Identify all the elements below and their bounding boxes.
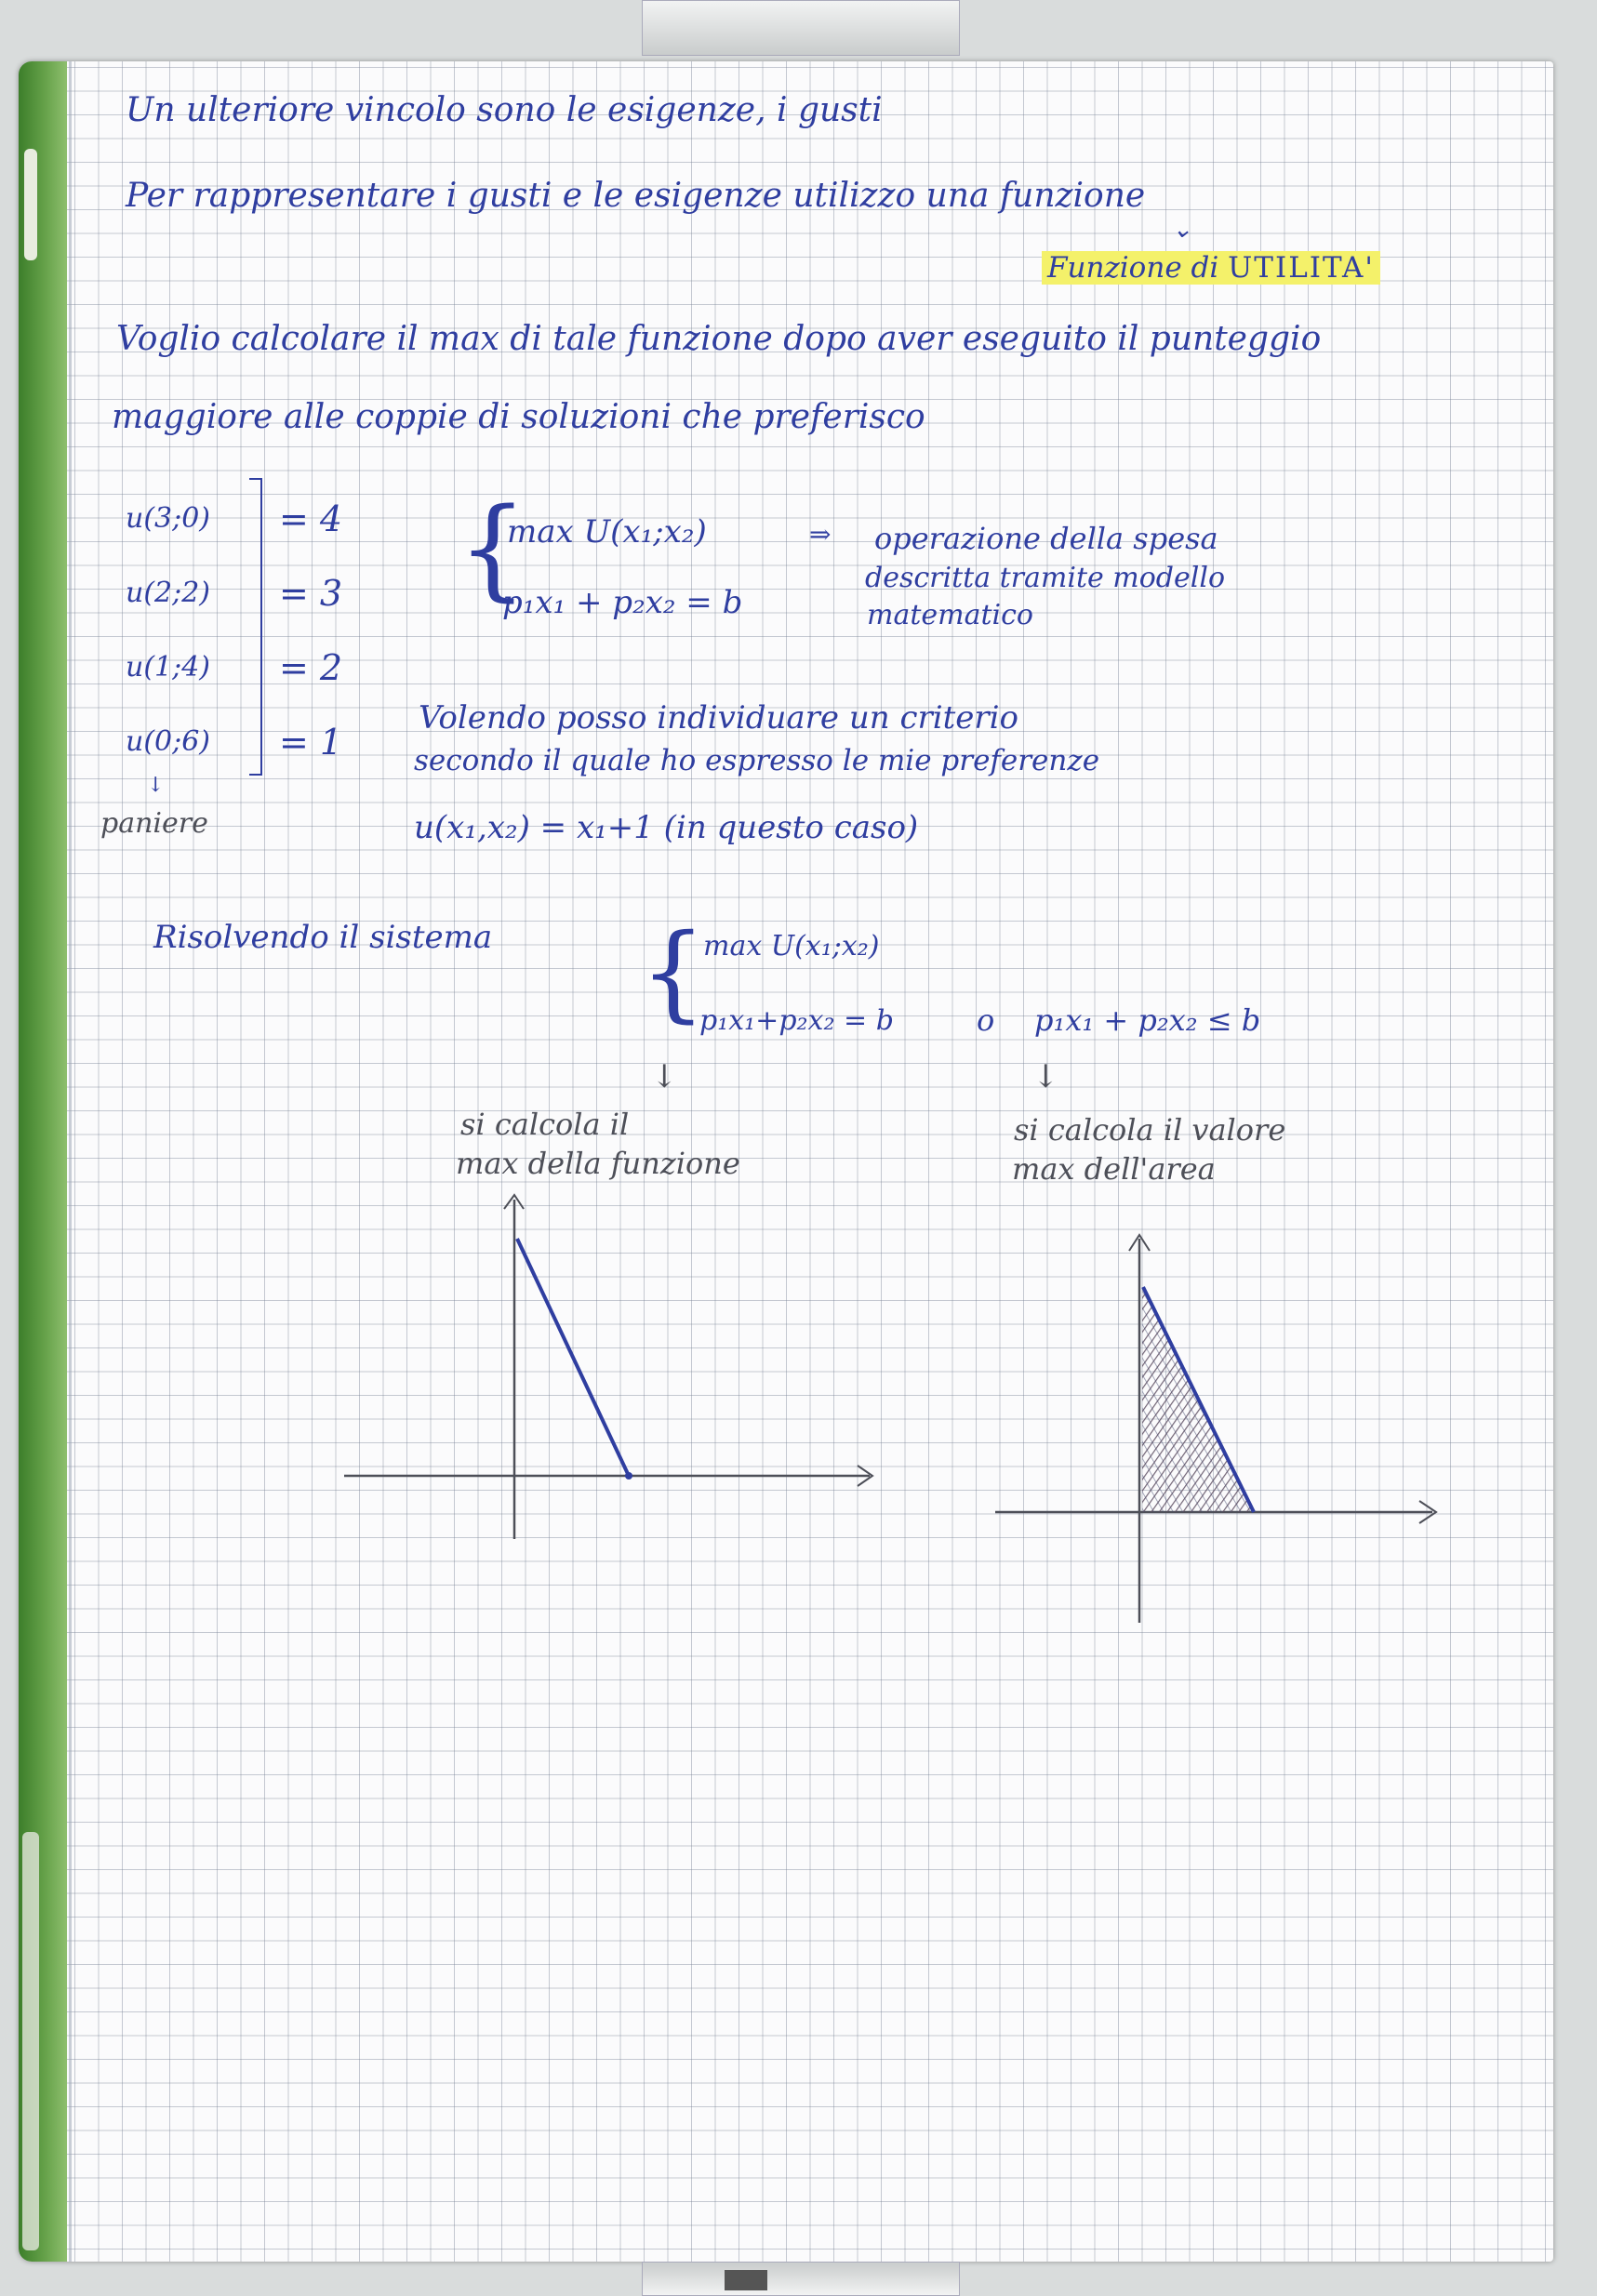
table-row-value: = 3: [279, 573, 343, 614]
system1-constraint: p₁x₁ + p₂x₂ = b: [502, 584, 743, 621]
left-caption-2: max della funzione: [456, 1146, 740, 1181]
system1-objective: max U(x₁;x₂): [507, 513, 707, 551]
text-line-4: maggiore alle coppie di soluzioni che preferisco: [112, 398, 925, 436]
utilita-label: UTILITA': [1228, 251, 1375, 285]
criterio-formula: u(x₁,x₂) = x₁+1 (in questo caso): [414, 809, 919, 846]
table-row-value: = 4: [279, 498, 343, 539]
funzione-arrow: ⌄: [1172, 216, 1192, 244]
right-caption-1: si calcola il valore: [1014, 1112, 1286, 1148]
left-caption-1: si calcola il: [460, 1107, 630, 1142]
system2-objective: max U(x₁;x₂): [703, 930, 880, 962]
table-row-value: = 1: [279, 722, 343, 763]
table-row-expr: u(1;4): [126, 651, 211, 683]
right-caption-arrow: ↓: [1032, 1058, 1059, 1095]
system1-desc-1: operazione della spesa: [874, 521, 1218, 556]
right-caption-2: max dell'area: [1012, 1151, 1216, 1187]
left-graph: [344, 1195, 872, 1539]
text-line-3: Voglio calcolare il max di tale funzione dopo aver eseguito il punteggio: [116, 320, 1322, 358]
system1-desc-2: descritta tramite modello: [865, 562, 1226, 594]
right-graph: [995, 1235, 1436, 1623]
system2-or: o: [977, 1002, 995, 1038]
text-line-2: Per rappresentare i gusti e le esigenze utilizzo una funzione: [126, 177, 1146, 215]
system1-desc-3: matematico: [867, 599, 1033, 631]
system2-constraint-eq: p₁x₁+p₂x₂ = b: [699, 1004, 894, 1037]
criterio-line-2: secondo il quale ho espresso le mie preferenze: [414, 744, 1100, 777]
paniere-label: paniere: [100, 807, 208, 840]
implies-arrow: ⇒: [809, 519, 832, 550]
table-row-expr: u(3;0): [126, 502, 211, 535]
system1-brace: {: [458, 484, 528, 612]
text-line-1: Un ulteriore vincolo sono le esigenze, i gusti: [126, 91, 883, 129]
system2-constraint-leq: p₁x₁ + p₂x₂ ≤ b: [1034, 1002, 1261, 1038]
table-row-value: = 2: [279, 647, 343, 688]
system2-brace: {: [640, 912, 707, 1033]
system2-intro: Risolvendo il sistema: [153, 919, 493, 956]
table-row-expr: u(0;6): [126, 725, 211, 758]
paniere-arrow: ↓: [147, 774, 165, 797]
table-row-expr: u(2;2): [126, 577, 211, 609]
criterio-line-1: Volendo posso individuare un criterio: [419, 699, 1019, 737]
left-caption-arrow: ↓: [651, 1058, 678, 1095]
funzione-label-text: Funzione di: [1047, 251, 1219, 285]
